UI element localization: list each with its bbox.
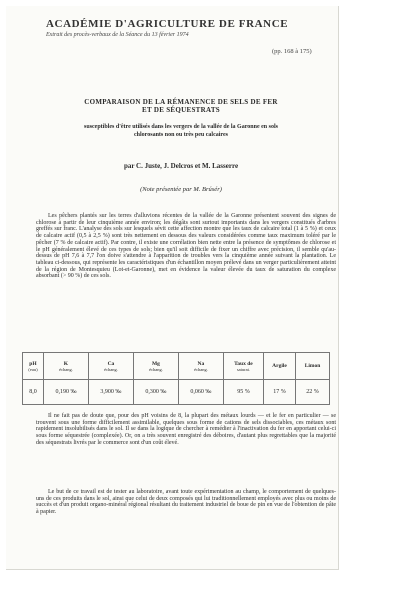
soil-analysis-table <box>22 352 330 405</box>
table-header: Ca échang. <box>88 353 133 380</box>
table-cell: 0,060 ‰ <box>178 380 223 405</box>
article-subtitle-line-1: susceptibles d'être utilisés dans les vergers de la vallée de la Garonne en sols <box>84 124 278 130</box>
table-header: Mg échang. <box>133 353 178 380</box>
paragraph-1: Les pêchers plantés sur les terres d'alluvions récentes de la vallée de la Garonne présentent souvent des signes de chlorose à partir de leur cinquième année environ; les dégâts sont surtout importants dans les vergers constitués d'arbres greffés sur franc. L'analyse des sols sur lesquels sévit cette affection montre que les taux de calcaire total (1 à 5 %) et ceux de calcaire actif (0,5 à 2,5 %) sont très nettement en dessous des valeurs considérées comme taux maximum toléré par le pêcher (7 % de calcaire actif). Par contre, il existe une corrélation bien nette entre la présence de symptômes de chlorose et le pH généralement élevé de ces types de sols; bien qu'il soit difficile de fixer un chiffre avec précision, il semble qu'au-dessus de pH 7,6 à 7,7 l'on doive s'attendre à l'apparition de troubles vers la cinquième année suivant la plantation. Le tableau ci-dessous, qui représente les caractéristiques d'un échantillon moyen prélevé dans un verger particulièrement atteint de la région de Montesquieu (Lot-et-Garonne), met en évidence la valeur élevée du taux de saturation du complexe absorbant (> 90 %) de ces sols. <box>36 213 336 280</box>
paragraph-3: Le but de ce travail est de tester au laboratoire, avant toute expérimentation au champ, le comportement de quelques-uns de ces produits dans le sol, ainsi que celui de deux composés qui lui traditionnellement employés avec plus ou moins de succès et d'un produit organo-minéral régional résultant du traitement industriel de boue de pin en vue de l'obtention de pâte à papier. <box>36 489 336 516</box>
article-title-line-2: ET DE SÉQUESTRATS <box>142 106 220 114</box>
journal-title: ACADÉMIE D'AGRICULTURE DE FRANCE <box>46 18 289 30</box>
table-cell: 8,0 <box>23 380 44 405</box>
authors: par C. Juste, J. Delcros et M. Lasserre <box>123 162 239 170</box>
table-header: Argile <box>263 353 295 380</box>
table-header: Taux de saturat. <box>223 353 263 380</box>
table-header: Limon <box>296 353 330 380</box>
journal-subtitle: Extrait des procès-verbaux de la Séance du 13 février 1974 <box>46 32 189 38</box>
table-cell: 95 % <box>223 380 263 405</box>
table-cell: 22 % <box>296 380 330 405</box>
table-cell: 17 % <box>263 380 295 405</box>
table-row <box>23 380 330 405</box>
page-range: (pp. 168 à 175) <box>272 48 312 55</box>
table-header: Na échang. <box>178 353 223 380</box>
article-subtitle <box>36 123 326 139</box>
table-cell: 3,900 ‰ <box>88 380 133 405</box>
article-title <box>36 98 326 114</box>
table-cell: 0,190 ‰ <box>43 380 88 405</box>
table-header: pH (eau) <box>23 353 44 380</box>
table-cell: 0,300 ‰ <box>133 380 178 405</box>
table-header: K échang. <box>43 353 88 380</box>
article-subtitle-line-2: chlorosants non ou très peu calcaires <box>134 132 228 138</box>
document-page <box>6 6 339 570</box>
presentation-note: (Note présentée par M. Brúsér) <box>140 186 222 193</box>
article-title-line-1: COMPARAISON DE LA RÉMANENCE DE SELS DE FER <box>84 98 278 106</box>
table-header-row <box>23 353 330 380</box>
paragraph-2: Il ne fait pas de doute que, pour des pH voisins de 8, la plupart des métaux lourds — et le fer en particulier — se trouvent sous une forme difficilement assimilable, quelques sous forme de cations de sels dissociables, ces métaux sont rapidement insolubilisés dans le sol. Il se dans la logique de chercher à remédier à l'inactivation du fer en apportant celui-ci sous forme séquestrée (complexée). Or, on a très souvent enregistré des déboires, d'autant plus regrettables que la majorité des séquestrats livrés par le commerce sont d'un coût élevé. <box>36 413 336 446</box>
